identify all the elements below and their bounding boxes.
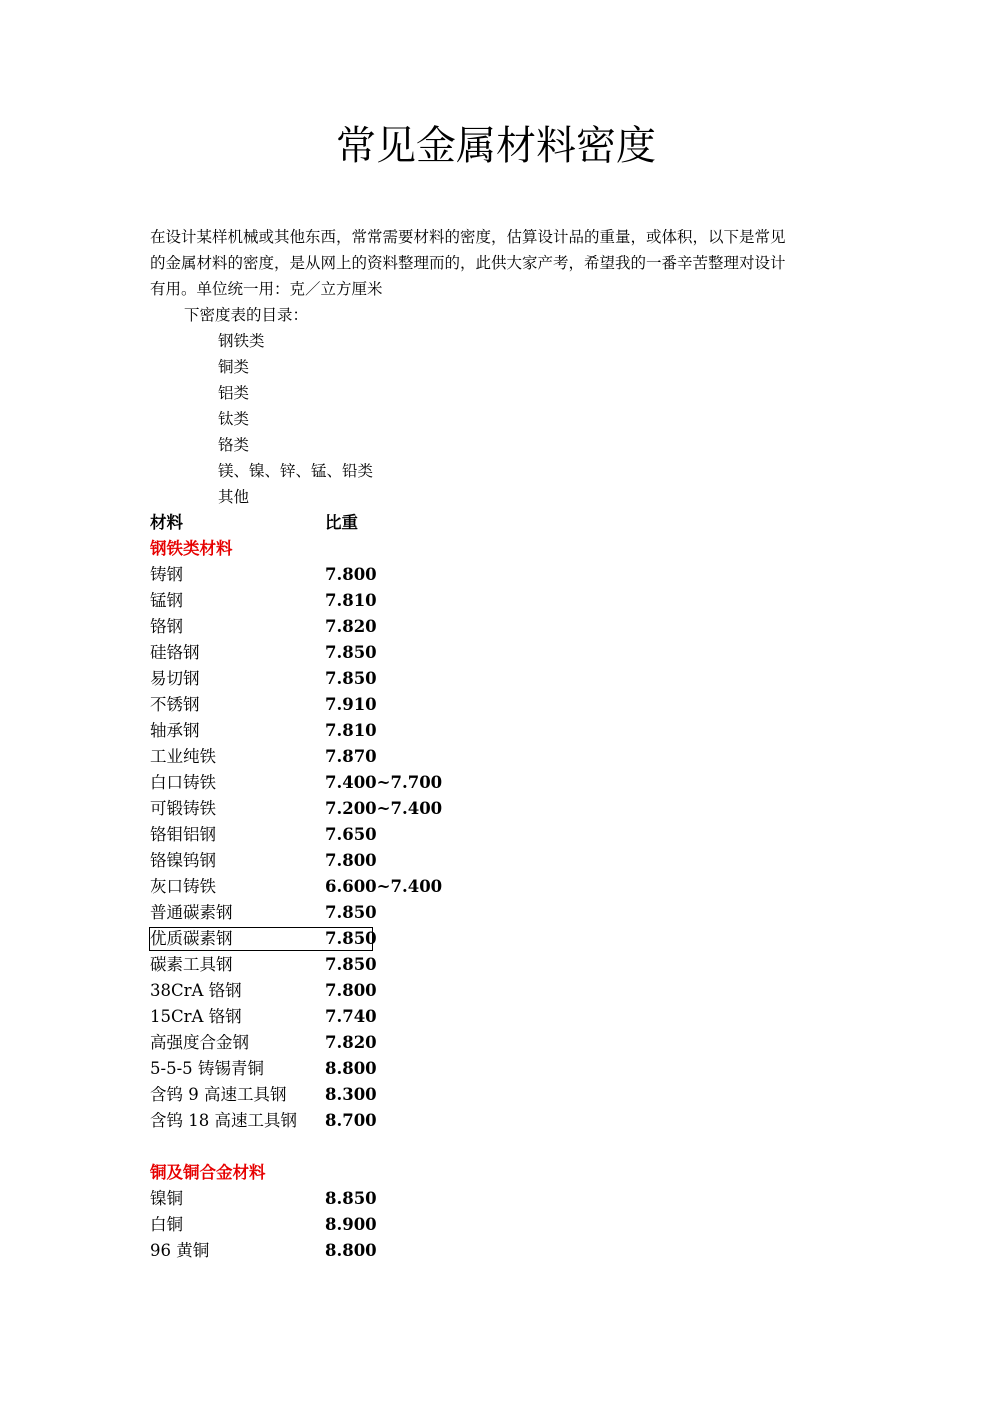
page-title: 常见金属材料密度 <box>336 123 656 169</box>
density-value: 8.300 <box>325 1085 377 1104</box>
section-heading-steel <box>150 536 450 562</box>
material-name: 碳素工具钢 <box>150 955 233 974</box>
density-value: 7.850 <box>325 643 377 662</box>
density-value: 8.900 <box>325 1215 377 1234</box>
density-value: 7.810 <box>325 721 377 740</box>
table-row <box>150 744 450 770</box>
table-row <box>150 978 450 1004</box>
density-value: 7.650 <box>325 825 377 844</box>
density-value: 7.740 <box>325 1007 377 1026</box>
intro-line: 在设计某样机械或其他东西，常常需要材料的密度，估算设计品的重量，或体积，以下是常见 <box>150 228 786 246</box>
material-name: 白铜 <box>150 1215 183 1234</box>
density-table <box>150 510 450 1264</box>
table-row <box>150 796 450 822</box>
table-row <box>150 822 450 848</box>
table-row <box>150 562 450 588</box>
table-row <box>150 874 450 900</box>
table-row <box>150 692 450 718</box>
table-row <box>150 1082 450 1108</box>
density-value: 8.850 <box>325 1189 377 1208</box>
toc-item: 镁、镍、锌、锰、铅类 <box>218 462 374 480</box>
table-row <box>150 1030 450 1056</box>
density-value: 7.810 <box>325 591 377 610</box>
toc-item: 铬类 <box>218 436 250 454</box>
material-name: 5-5-5 铸锡青铜 <box>150 1059 264 1078</box>
table-row <box>150 718 450 744</box>
section-title: 钢铁类材料 <box>150 539 233 558</box>
material-name: 白口铸铁 <box>150 773 216 792</box>
material-name: 铬镍钨钢 <box>150 851 216 870</box>
material-name: 铬钢 <box>150 617 183 636</box>
section-heading-copper <box>150 1160 450 1186</box>
density-value: 8.700 <box>325 1111 377 1130</box>
material-name: 锰钢 <box>150 591 183 610</box>
material-name: 96 黄铜 <box>150 1241 210 1260</box>
toc-item: 钢铁类 <box>218 332 265 350</box>
density-value: 7.200~7.400 <box>325 799 443 818</box>
table-row <box>150 952 450 978</box>
toc-heading: 下密度表的目录： <box>184 306 309 324</box>
density-value: 7.850 <box>325 669 377 688</box>
density-value: 7.820 <box>325 1033 377 1052</box>
intro-line: 的金属材料的密度，是从网上的资料整理而的，此供大家产考，希望我的一番辛苦整理对设计 <box>150 254 786 272</box>
table-row <box>150 640 450 666</box>
section-title: 铜及铜合金材料 <box>150 1163 266 1182</box>
table-row <box>150 1238 450 1264</box>
toc-item: 其他 <box>218 488 250 506</box>
material-name: 38CrA 铬钢 <box>150 981 242 1000</box>
density-value: 7.400~7.700 <box>325 773 443 792</box>
material-name: 可锻铸铁 <box>150 799 216 818</box>
intro-line: 有用。单位统一用：克／立方厘米 <box>150 280 383 298</box>
density-value: 7.850 <box>325 955 377 974</box>
spacer <box>150 1134 450 1160</box>
table-row-selected[interactable] <box>150 926 450 952</box>
density-value: 6.600~7.400 <box>325 877 443 896</box>
table-row <box>150 900 450 926</box>
material-name: 灰口铸铁 <box>150 877 216 896</box>
density-value: 7.910 <box>325 695 377 714</box>
density-value: 8.800 <box>325 1059 377 1078</box>
density-value: 7.870 <box>325 747 377 766</box>
material-name: 轴承钢 <box>150 721 200 740</box>
table-row <box>150 770 450 796</box>
material-name: 含钨 18 高速工具钢 <box>150 1111 297 1130</box>
table-header-row <box>150 510 450 536</box>
material-name: 镍铜 <box>150 1189 183 1208</box>
intro-paragraph <box>150 224 850 302</box>
density-value: 7.820 <box>325 617 377 636</box>
density-value: 8.800 <box>325 1241 377 1260</box>
material-name: 易切钢 <box>150 669 200 688</box>
table-row <box>150 666 450 692</box>
material-name: 高强度合金钢 <box>150 1033 249 1052</box>
toc-item: 铝类 <box>218 384 250 402</box>
table-row <box>150 1212 450 1238</box>
material-name: 优质碳素钢 <box>150 929 233 948</box>
material-name: 硅铬钢 <box>150 643 200 662</box>
table-row <box>150 1186 450 1212</box>
table-row <box>150 1056 450 1082</box>
table-row <box>150 614 450 640</box>
density-value: 7.800 <box>325 981 377 1000</box>
table-row <box>150 848 450 874</box>
density-value: 7.800 <box>325 851 377 870</box>
material-name: 铸钢 <box>150 565 183 584</box>
material-name: 15CrA 铬钢 <box>150 1007 242 1026</box>
density-column-header: 比重 <box>325 513 358 532</box>
table-of-contents <box>218 328 373 510</box>
density-value: 7.800 <box>325 565 377 584</box>
table-row <box>150 1004 450 1030</box>
material-name: 铬钼铝钢 <box>150 825 216 844</box>
table-row <box>150 1108 450 1134</box>
material-name: 含钨 9 高速工具钢 <box>150 1085 287 1104</box>
density-value: 7.850 <box>325 929 377 948</box>
material-column-header: 材料 <box>150 513 183 532</box>
material-name: 不锈钢 <box>150 695 200 714</box>
toc-item: 钛类 <box>218 410 250 428</box>
density-value: 7.850 <box>325 903 377 922</box>
table-row <box>150 588 450 614</box>
material-name: 工业纯铁 <box>150 747 216 766</box>
material-name: 普通碳素钢 <box>150 903 233 922</box>
toc-item: 铜类 <box>218 358 250 376</box>
